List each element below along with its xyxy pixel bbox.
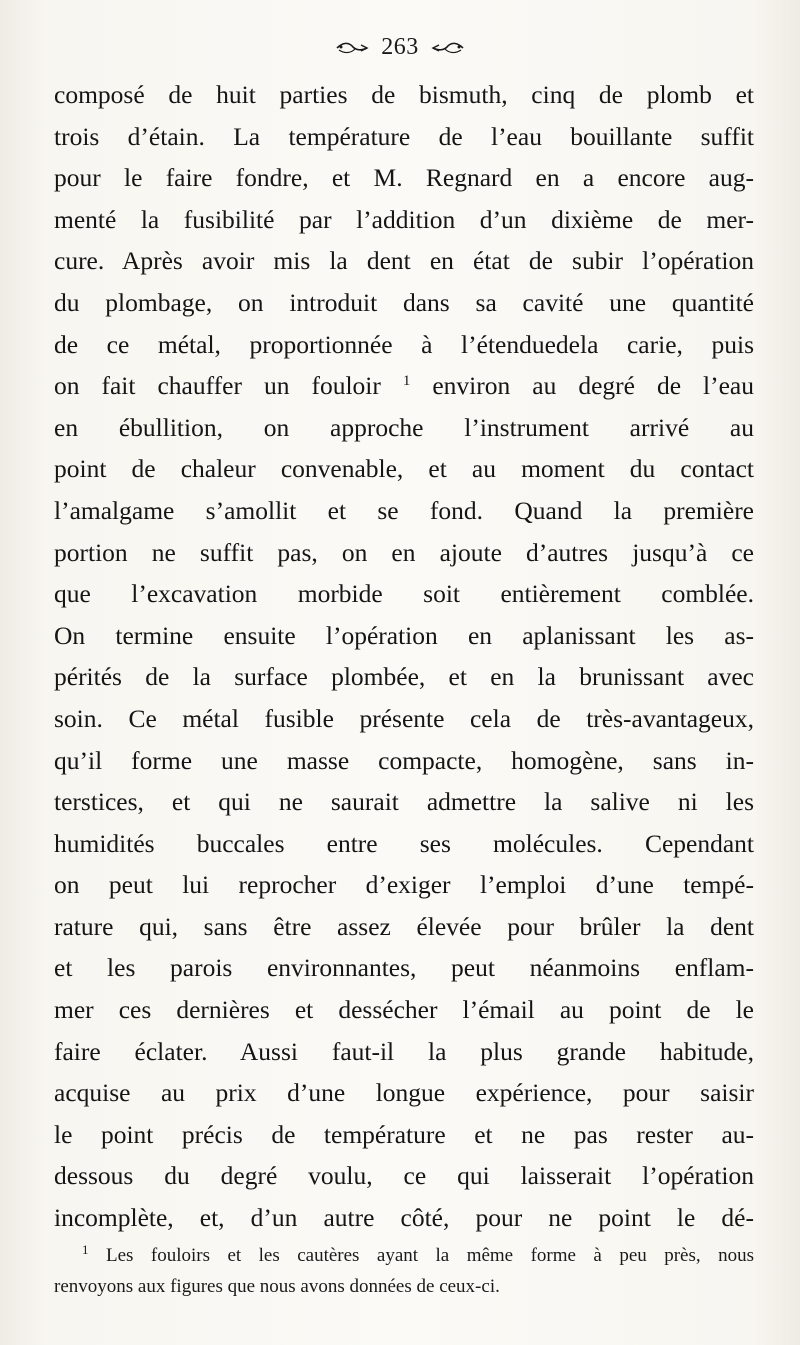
body-paragraph: [54, 74, 754, 1239]
text-line: acquise au prix d’une longue expérience, pour saisir: [54, 1078, 754, 1108]
text-line: incomplète, et, d’un autre côté, pour ne point le dé-: [54, 1203, 754, 1233]
text-line: en ébullition, on approche l’instrument arrivé au: [54, 412, 754, 442]
footnote-line: [54, 1240, 754, 1271]
text-line: on peut lui reprocher d’exiger l’emploi d’une tempé-: [54, 870, 754, 900]
text-line: On termine ensuite l’opération en aplanissant les as-: [54, 620, 754, 650]
text-line: qu’il forme une masse compacte, homogène, sans in-: [54, 745, 754, 775]
text-line: du plombage, on introduit dans sa cavité une quantité: [54, 287, 754, 317]
footnote-reference: 1: [402, 373, 411, 390]
text-line: terstices, et qui ne saurait admettre la salive ni les: [54, 787, 754, 817]
footnote-marker: 1: [82, 1242, 89, 1257]
text-line: humidités buccales entre ses molécules. Cependant: [54, 828, 754, 858]
text-line: cure. Après avoir mis la dent en état de subir l’opération: [54, 246, 754, 276]
text-line: le point précis de température et ne pas rester au-: [54, 1119, 754, 1149]
text-line: mer ces dernières et dessécher l’émail au point de le: [54, 995, 754, 1025]
text-line: pérités de la surface plombée, et en la brunissant avec: [54, 662, 754, 692]
text-line: et les parois environnantes, peut néanmoins enflam-: [54, 953, 754, 983]
footnote-text: Les fouloirs et les cautères ayant la même forme à peu près, nous: [105, 1245, 754, 1266]
page-number: 263: [381, 34, 419, 60]
text-line: pour le faire fondre, et M. Regnard en a encore aug-: [54, 163, 754, 193]
text-line: faire éclater. Aussi faut-il la plus grande habitude,: [54, 1036, 754, 1066]
text-line: dessous du degré voulu, ce qui laisserait l’opération: [54, 1161, 754, 1191]
text-line: composé de huit parties de bismuth, cinq de plomb et: [54, 80, 754, 109]
text-line: point de chaleur convenable, et au moment du contact: [54, 454, 754, 484]
flourish-right-icon: [431, 36, 465, 60]
text-line-with-footnote-ref: [54, 365, 754, 407]
text-line: rature qui, sans être assez élevée pour brûler la dent: [54, 911, 754, 941]
text-segment: environ au degré de l’eau: [410, 371, 754, 401]
text-line: portion ne suffit pas, on en ajoute d’autres jusqu’à ce: [54, 537, 754, 567]
text-line: menté la fusibilité par l’addition d’un dixième de mer-: [54, 204, 754, 234]
footnote: [54, 1240, 754, 1302]
text-line: trois d’étain. La température de l’eau bouillante suffit: [54, 121, 754, 151]
text-line: de ce métal, proportionnée à l’étenduedela carie, puis: [54, 329, 754, 359]
flourish-left-icon: [335, 36, 369, 60]
footnote-line: renvoyons aux figures que nous avons données de ceux-ci.: [54, 1276, 500, 1297]
text-line: que l’excavation morbide soit entièrement comblée.: [54, 579, 754, 609]
text-line: soin. Ce métal fusible présente cela de très-avantageux,: [54, 703, 754, 733]
page-header: [0, 34, 800, 61]
text-segment: on fait chauffer un fouloir: [54, 371, 403, 401]
text-line: l’amalgame s’amollit et se fond. Quand la première: [54, 495, 754, 525]
